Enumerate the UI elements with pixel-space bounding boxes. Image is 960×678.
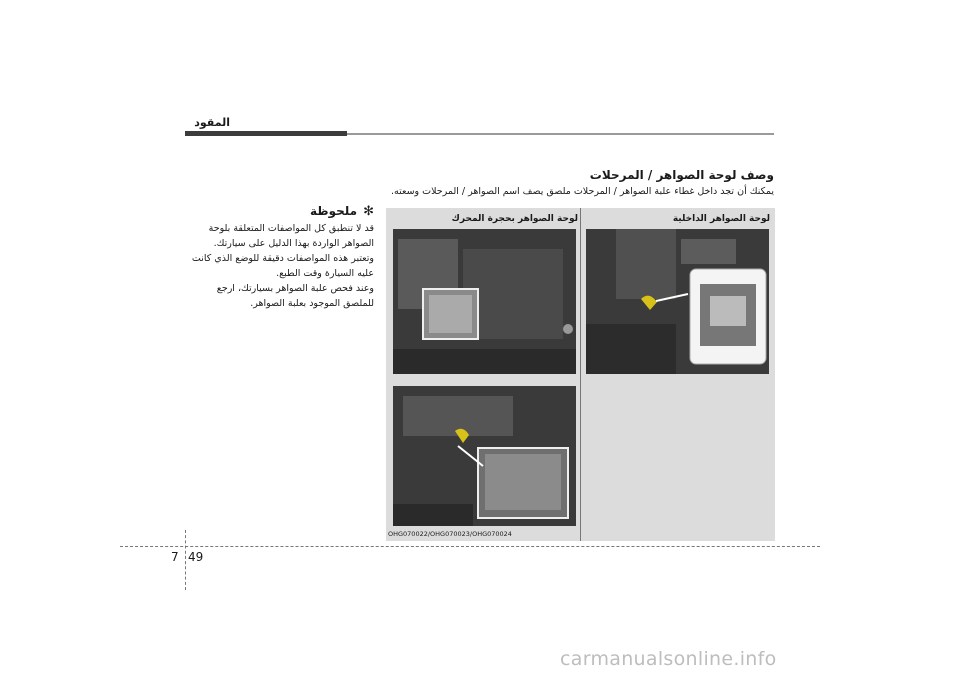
header-bar-dark (185, 131, 347, 136)
notice-line: للملصق الموجود بعلبة الصواهر. (250, 298, 374, 309)
watermark: carmanualsonline.info (560, 648, 777, 670)
footer-dashed-line (120, 546, 820, 547)
fuse-box-closeup-photo (393, 386, 576, 526)
engine-fuse-panel-caption: لوحة الصواهر بحجرة المحرك (451, 214, 578, 224)
interior-fuse-panel-caption: لوحة الصواهر الداخلية (672, 214, 770, 224)
section-description: يمكنك أن تجد داخل غطاء علبة الصواهر / المرحلات ملصق يصف اسم الصواهر / المرحلات وسعته. (391, 186, 774, 197)
footer-vertical-line (185, 530, 186, 590)
notice-heading-text: ملحوظة (310, 204, 358, 218)
notice-box (186, 204, 374, 311)
header-bar-light (347, 133, 774, 135)
engine-compartment-photo (393, 229, 576, 374)
notice-line: قد لا تنطبق كل المواصفات المتعلقة بلوحة (208, 223, 374, 234)
interior-fuse-panel-photo (586, 229, 769, 374)
figure-divider (580, 208, 581, 541)
page-number: 49 (188, 550, 204, 564)
notice-line: عليه السيارة وقت الطبع. (276, 268, 374, 279)
section-title: وصف لوحة الصواهر / المرحلات (589, 168, 774, 182)
chapter-number: 7 (171, 550, 179, 564)
notice-heading (186, 204, 374, 219)
notice-line: الصواهر الواردة بهذا الدليل على سيارتك. (213, 238, 374, 249)
figure-code: OHG070022/OHG070023/OHG070024 (388, 530, 512, 538)
page-header-title: المقود (194, 116, 230, 129)
notice-line: وعند فحص علبة الصواهر بسيارتك، ارجع (216, 283, 374, 294)
notice-line: وتعتبر هذه المواصفات دقيقة للوضع الذي كانت (191, 253, 374, 264)
asterisk-icon: ✻ (363, 204, 374, 219)
